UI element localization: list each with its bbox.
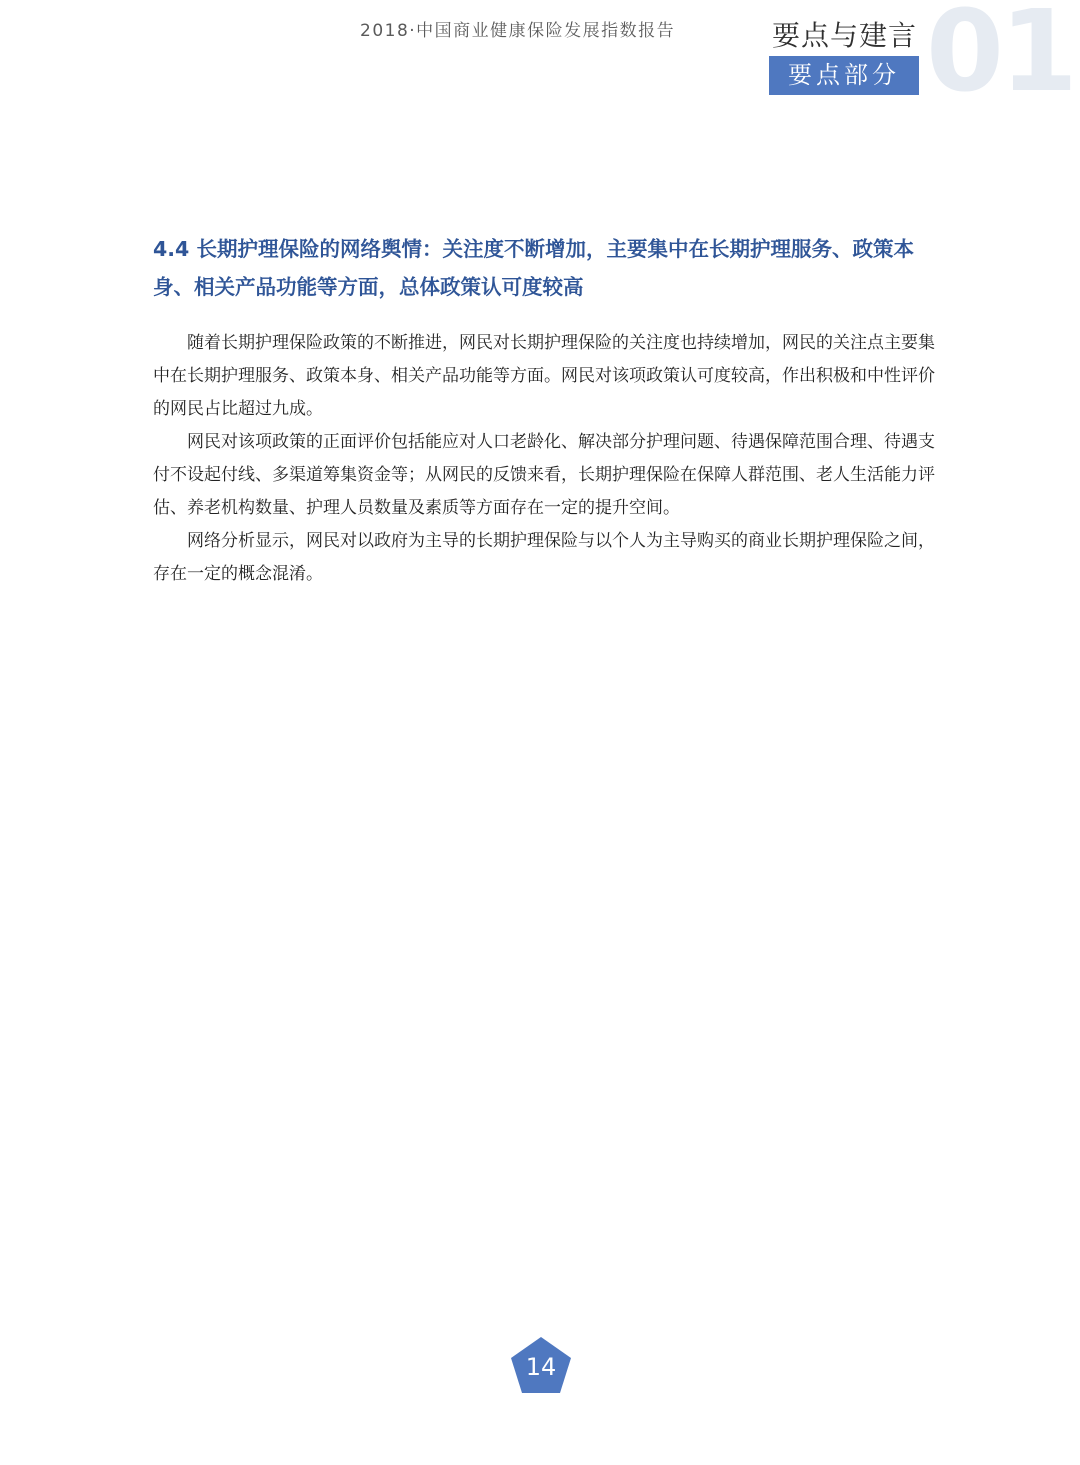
report-title: 2018·中国商业健康保险发展指数报告 <box>360 21 676 41</box>
paragraph: 网络分析显示，网民对以政府为主导的长期护理保险与以个人为主导购买的商业长期护理保险之间，存在一定的概念混淆。 <box>153 531 935 584</box>
page-number-badge <box>510 1336 572 1394</box>
chapter-number: 01 <box>926 0 1074 117</box>
section-subtitle-badge: 要点部分 <box>769 56 919 95</box>
body-text <box>153 327 935 591</box>
page-number: 14 <box>525 1353 557 1381</box>
section-heading: 4.4 长期护理保险的网络舆情：关注度不断增加，主要集中在长期护理服务、政策本身、相关产品功能等方面，总体政策认可度较高 <box>153 237 914 299</box>
paragraph: 网民对该项政策的正面评价包括能应对人口老龄化、解决部分护理问题、待遇保障范围合理、待遇支付不设起付线、多渠道筹集资金等；从网民的反馈来看，长期护理保险在保障人群范围、老人生活能力评估、养老机构数量、护理人员数量及素质等方面存在一定的提升空间。 <box>153 432 935 518</box>
paragraph: 随着长期护理保险政策的不断推进，网民对长期护理保险的关注度也持续增加，网民的关注点主要集中在长期护理服务、政策本身、相关产品功能等方面。网民对该项政策认可度较高，作出积极和中性评价的网民占比超过九成。 <box>153 333 935 419</box>
section-title: 要点与建言 <box>772 19 918 52</box>
